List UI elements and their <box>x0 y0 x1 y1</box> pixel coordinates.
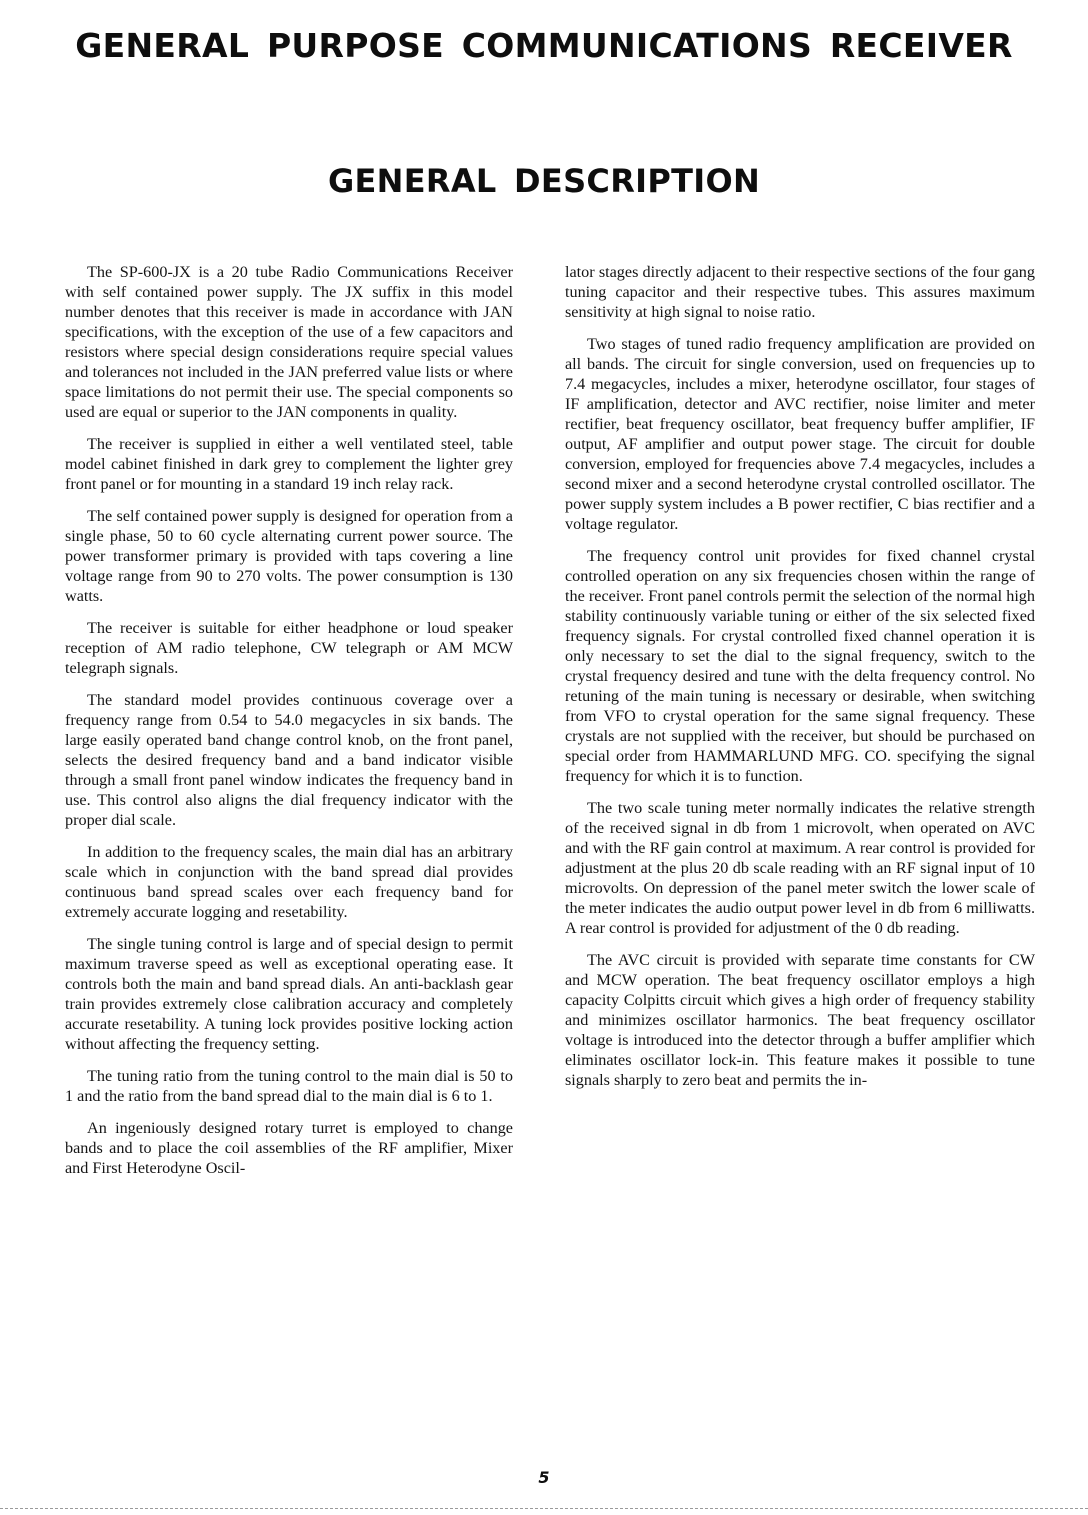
paragraph: The receiver is supplied in either a well ventilated steel, table model cabinet finished in dark grey to complement the lighter grey front panel or for mounting in a standard 19 inch relay rack. <box>65 435 513 493</box>
paragraph: The single tuning control is large and of special design to permit maximum traverse speed as well as exceptional operating ease. It controls both the main and band spread dials. An anti-backlash gear train provides extremely close calibration accuracy and completely accurate resetability. A tuning lock provides positive locking action without affecting the frequency setting. <box>65 935 513 1053</box>
paragraph: An ingeniously designed rotary turret is employed to change bands and to place the coil assemblies of the RF amplifier, Mixer and First Heterodyne Oscil- <box>65 1119 513 1177</box>
paragraph: The SP-600-JX is a 20 tube Radio Communications Receiver with self contained power supply. The JX suffix in this model number denotes that this receiver is made in accordance with JAN specifications, with the exception of the use of a few capacitors and resistors where special design considerations require special values and tolerances not included in the JAN preferred value lists or where space limitations do not permit their use. The special components so used are equal or superior to the JAN components in quality. <box>65 263 513 421</box>
paragraph: The receiver is suitable for either headphone or loud speaker reception of AM radio telephone, CW telegraph or AM MCW telegraph signals. <box>65 619 513 677</box>
section-title: GENERAL DESCRIPTION <box>327 162 761 200</box>
right-column <box>565 262 1035 1102</box>
paragraph-continuation: lator stages directly adjacent to their respective sections of the four gang tuning capacitor and their respective tubes. This assures maximum sensitivity at high signal to noise ratio. <box>565 263 1035 321</box>
paragraph: The self contained power supply is designed for operation from a single phase, 50 to 60 cycle alternating current power source. The power transformer primary is provided with taps covering a line voltage range from 90 to 270 volts. The power consumption is 130 watts. <box>65 507 513 605</box>
paragraph: The standard model provides continuous coverage over a frequency range from 0.54 to 54.0 megacycles in six bands. The large easily operated band change control knob, on the front panel, selects the desired frequency band and a band indicator visible through a small front panel window indicates the frequency band in use. This control also aligns the dial frequency indicator with the proper dial scale. <box>65 691 513 829</box>
paragraph: The two scale tuning meter normally indicates the relative strength of the received signal in db from 1 microvolt, when operated on AVC and with the RF gain control at maximum. A rear control is provided for adjustment at the plus 20 db scale reading with an RF signal input of 10 microvolts. On depression of the panel meter switch the lower scale of the meter indicates the audio output power level in db from 6 milliwatts. A rear control is provided for adjustment of the 0 db reading. <box>565 799 1035 937</box>
document-title: GENERAL PURPOSE COMMUNICATIONS RECEIVER <box>75 26 1013 65</box>
paragraph: In addition to the frequency scales, the main dial has an arbitrary scale which in conjunction with the band spread dial provides continuous band spread scales over each frequency band for extremely accurate logging and resetability. <box>65 843 513 921</box>
page-number: 5 <box>538 1468 550 1487</box>
paragraph: The tuning ratio from the tuning control to the main dial is 50 to 1 and the ratio from the band spread dial to the main dial is 6 to 1. <box>65 1067 513 1105</box>
paragraph: Two stages of tuned radio frequency amplification are provided on all bands. The circuit for single conversion, used on frequencies up to 7.4 megacycles, includes a mixer, heterodyne oscillator, four stages of IF amplification, detector and AVC rectifier, noise limiter and meter rectifier, beat frequency oscillator, beat frequency buffer amplifier, IF output, AF amplifier and output power stage. The circuit for double conversion, employed for frequencies above 7.4 megacycles, includes a second mixer and a second heterodyne crystal controlled oscillator. The power supply system includes a B power rectifier, C bias rectifier and a voltage regulator. <box>565 335 1035 533</box>
bottom-divider <box>0 1508 1088 1509</box>
left-column <box>65 262 513 1190</box>
paragraph: The frequency control unit provides for fixed channel crystal controlled operation on any six frequencies chosen within the range of the receiver. Front panel controls permit the selection of the normal high stability continuously variable tuning or either of the six selected fixed frequency signals. For crystal controlled fixed channel operation it is only necessary to set the dial to the signal frequency, switch to the crystal frequency desired and tune with the delta frequency control. No retuning of the main tuning is necessary or desirable, when switching from VFO to crystal operation for the same signal frequency. These crystals are not supplied with the receiver, but should be purchased on special order from HAMMARLUND MFG. CO. specifying the signal frequency for which it is to function. <box>565 547 1035 785</box>
paragraph: The AVC circuit is provided with separate time constants for CW and MCW operation. The beat frequency oscillator employs a high capacity Colpitts circuit which gives a high order of frequency stability and minimizes oscillator harmonics. The beat frequency oscillator voltage is introduced into the detector through a buffer amplifier which eliminates oscillator lock-in. This feature makes it possible to tune signals sharply to zero beat and permits the in- <box>565 951 1035 1089</box>
